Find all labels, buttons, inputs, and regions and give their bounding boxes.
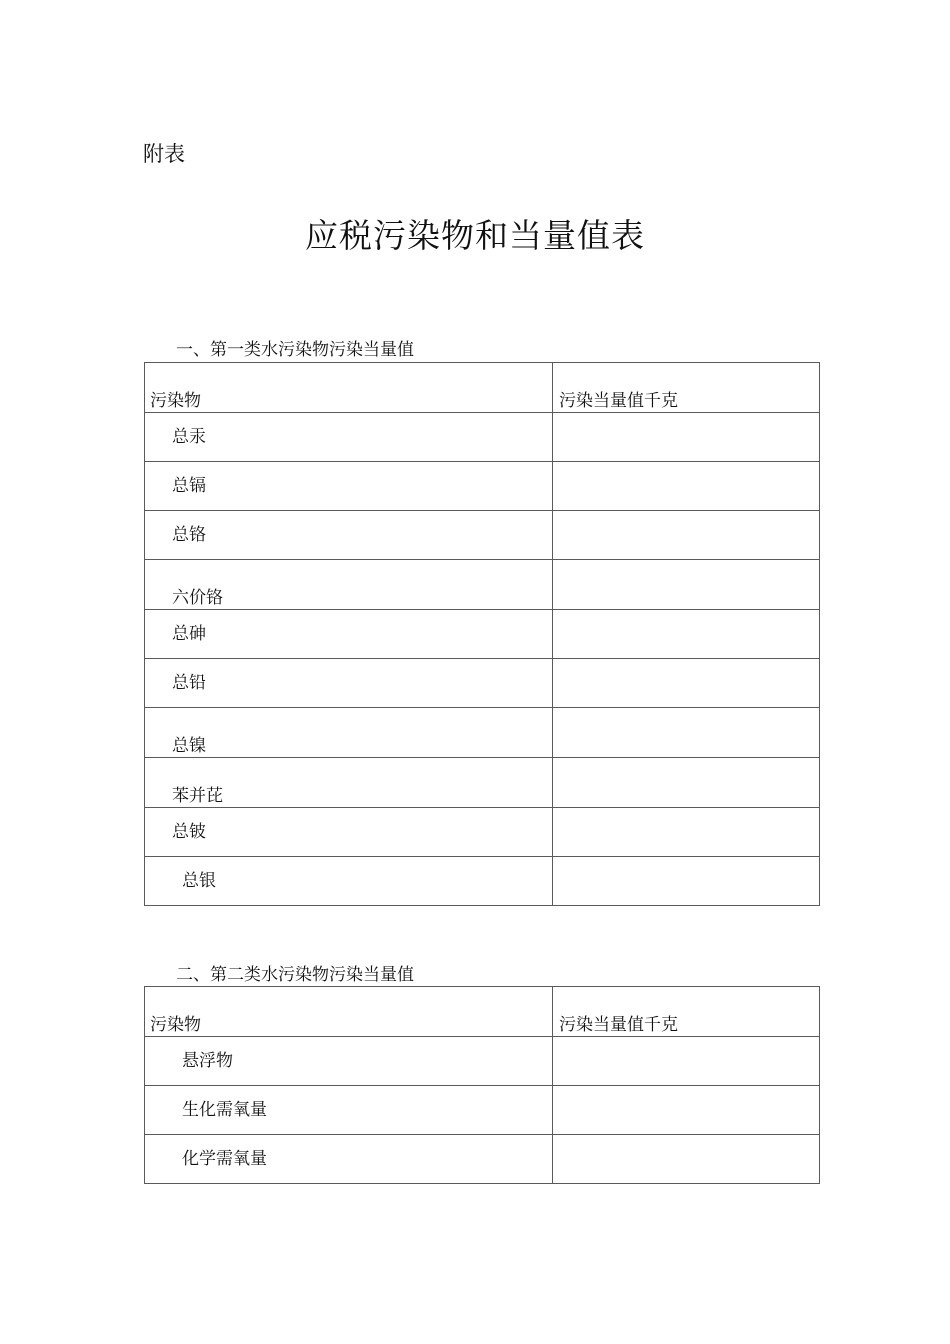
table-row [145,560,820,610]
pollutant-name: 总汞 [145,413,553,462]
equivalent-value-cell [553,808,820,857]
pollutant-name: 总铍 [145,808,553,857]
table-row [145,1086,820,1135]
pollutant-table-class-2 [144,986,820,1184]
pollutant-name: 总砷 [145,610,553,659]
header-pollutant: 污染物 [145,363,553,413]
table-row [145,1135,820,1184]
appendix-label: 附表 [143,142,185,166]
equivalent-value-cell [553,758,820,808]
equivalent-value-cell [553,560,820,610]
table-row [145,610,820,659]
header-pollutant: 污染物 [145,987,553,1037]
section-heading-1: 一、第一类水污染物污染当量值 [176,340,414,360]
equivalent-value-cell [553,511,820,560]
equivalent-value-cell [553,413,820,462]
section-heading-2: 二、第二类水污染物污染当量值 [176,965,414,985]
table-row [145,758,820,808]
pollutant-name: 总镍 [145,708,553,758]
page-title: 应税污染物和当量值表 [305,216,645,255]
pollutant-name: 总铬 [145,511,553,560]
table-row [145,462,820,511]
equivalent-value-cell [553,659,820,708]
pollutant-name: 生化需氧量 [145,1086,553,1135]
equivalent-value-cell [553,1135,820,1184]
pollutant-name: 化学需氧量 [145,1135,553,1184]
table-row [145,1037,820,1086]
pollutant-name: 总银 [145,857,553,906]
table-row [145,659,820,708]
header-equivalent-value: 污染当量值千克 [553,987,820,1037]
equivalent-value-cell [553,857,820,906]
equivalent-value-cell [553,610,820,659]
pollutant-name: 苯并芘 [145,758,553,808]
table-row [145,511,820,560]
equivalent-value-cell [553,1086,820,1135]
table-row [145,413,820,462]
pollutant-name: 总铅 [145,659,553,708]
pollutant-name: 六价铬 [145,560,553,610]
pollutant-name: 悬浮物 [145,1037,553,1086]
equivalent-value-cell [553,708,820,758]
pollutant-table-class-1 [144,362,820,906]
equivalent-value-cell [553,462,820,511]
table-row [145,857,820,906]
table-row [145,808,820,857]
table-row [145,708,820,758]
equivalent-value-cell [553,1037,820,1086]
table-header-row [145,987,820,1037]
pollutant-name: 总镉 [145,462,553,511]
table-header-row [145,363,820,413]
header-equivalent-value: 污染当量值千克 [553,363,820,413]
